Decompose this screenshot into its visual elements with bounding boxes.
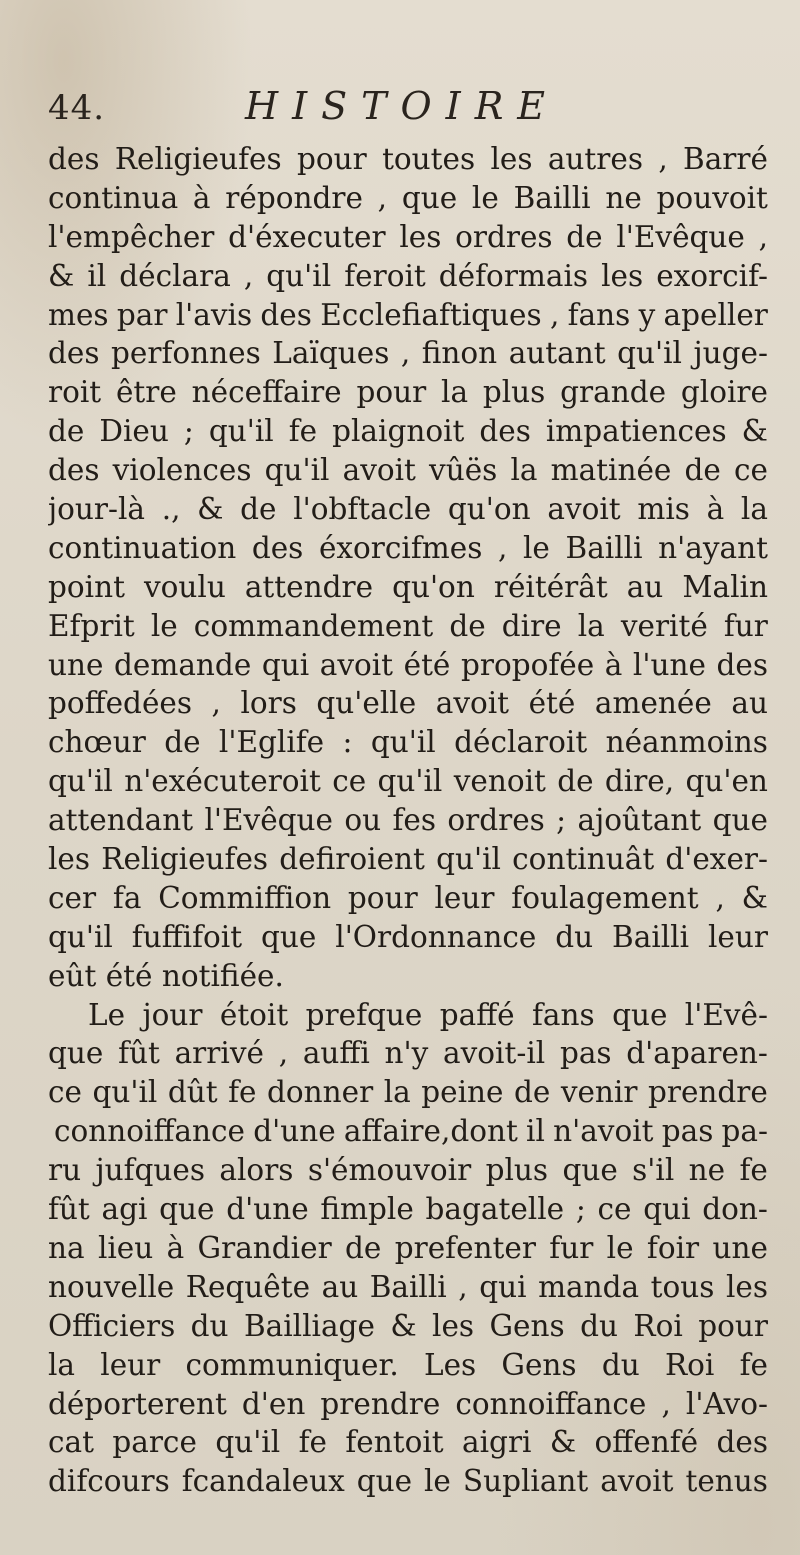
page-number: 44.: [48, 88, 106, 128]
text-line: qu'il n'exécuteroit ce qu'il venoit de dire, qu'en: [48, 764, 768, 799]
text-line: qu'il fuffifoit que l'Ordonnance du Bailli leur: [48, 919, 768, 954]
text-line: des perfonnes Laïques , finon autant qu'il juge-: [48, 336, 768, 371]
text-line: connoiffance d'une affaire,dont il n'avoit pas pa-: [54, 1114, 768, 1149]
text-line: continuation des éxorcifmes , le Bailli n'ayant: [48, 530, 768, 565]
text-line: Efprit le commandement de dire la verité fur: [48, 608, 768, 643]
text-line: de Dieu ; qu'il fe plaignoit des impatiences &: [48, 414, 768, 449]
text-line: fût agi que d'une fimple bagatelle ; ce qui don-: [48, 1192, 768, 1227]
running-title: HISTOIRE: [245, 84, 560, 128]
text-line: poffedées , lors qu'elle avoit été amenée au: [48, 686, 768, 721]
text-line: jour-là ., & de l'obftacle qu'on avoit mis à la: [48, 492, 768, 527]
text-line: continua à répondre , que le Bailli ne pouvoit: [48, 180, 768, 215]
text-line: ce qu'il dût fe donner la peine de venir prendre: [48, 1075, 768, 1110]
text-line: chœur de l'Eglife : qu'il déclaroit néanmoins: [48, 725, 768, 760]
text-line: attendant l'Evêque ou fes ordres ; ajoûtant que: [48, 803, 768, 838]
text-line: & il déclara , qu'il feroit déformais les exorcif-: [48, 258, 768, 293]
running-head: [0, 84, 800, 128]
text-line: la leur communiquer. Les Gens du Roi fe: [48, 1347, 768, 1382]
text-line: nouvelle Requête au Bailli , qui manda tous les: [48, 1269, 768, 1304]
text-line: point voulu attendre qu'on réitérât au Malin: [48, 569, 768, 604]
text-line: l'empêcher d'éxecuter les ordres de l'Evêque ,: [48, 219, 768, 254]
text-line: mes par l'avis des Ecclefiaftiques , fans y apeller: [48, 297, 768, 332]
text-line: que fût arrivé , auffi n'y avoit-il pas d'aparen-: [48, 1036, 768, 1071]
paragraph-end-line: eût été notifiée.: [48, 958, 284, 993]
text-line: na lieu à Grandier de prefenter fur le foir une: [48, 1230, 768, 1265]
text-line: Officiers du Bailliage & les Gens du Roi pour: [48, 1308, 768, 1343]
text-line: roit être néceffaire pour la plus grande gloire: [48, 375, 768, 410]
text-line: une demande qui avoit été propofée à l'une des: [48, 647, 768, 682]
text-line: cer fa Commiffion pour leur foulagement , &: [48, 880, 768, 915]
text-line: cat parce qu'il fe fentoit aigri & offenfé des: [48, 1425, 768, 1460]
text-line: les Religieufes defiroient qu'il continuât d'exer-: [48, 842, 768, 877]
body-text: [48, 140, 768, 1501]
text-line: ru jufques alors s'émouvoir plus que s'il ne fe: [48, 1153, 768, 1188]
text-line: difcours fcandaleux que le Supliant avoit tenus: [48, 1464, 768, 1499]
text-line: déporterent d'en prendre connoiffance , l'Avo-: [48, 1386, 768, 1421]
paragraph-first-line: Le jour étoit prefque paffé fans que l'Evê-: [88, 997, 768, 1032]
text-line: des Religieufes pour toutes les autres , Barré: [48, 142, 768, 176]
text-line: des violences qu'il avoit vûës la matinée de ce: [48, 453, 768, 488]
